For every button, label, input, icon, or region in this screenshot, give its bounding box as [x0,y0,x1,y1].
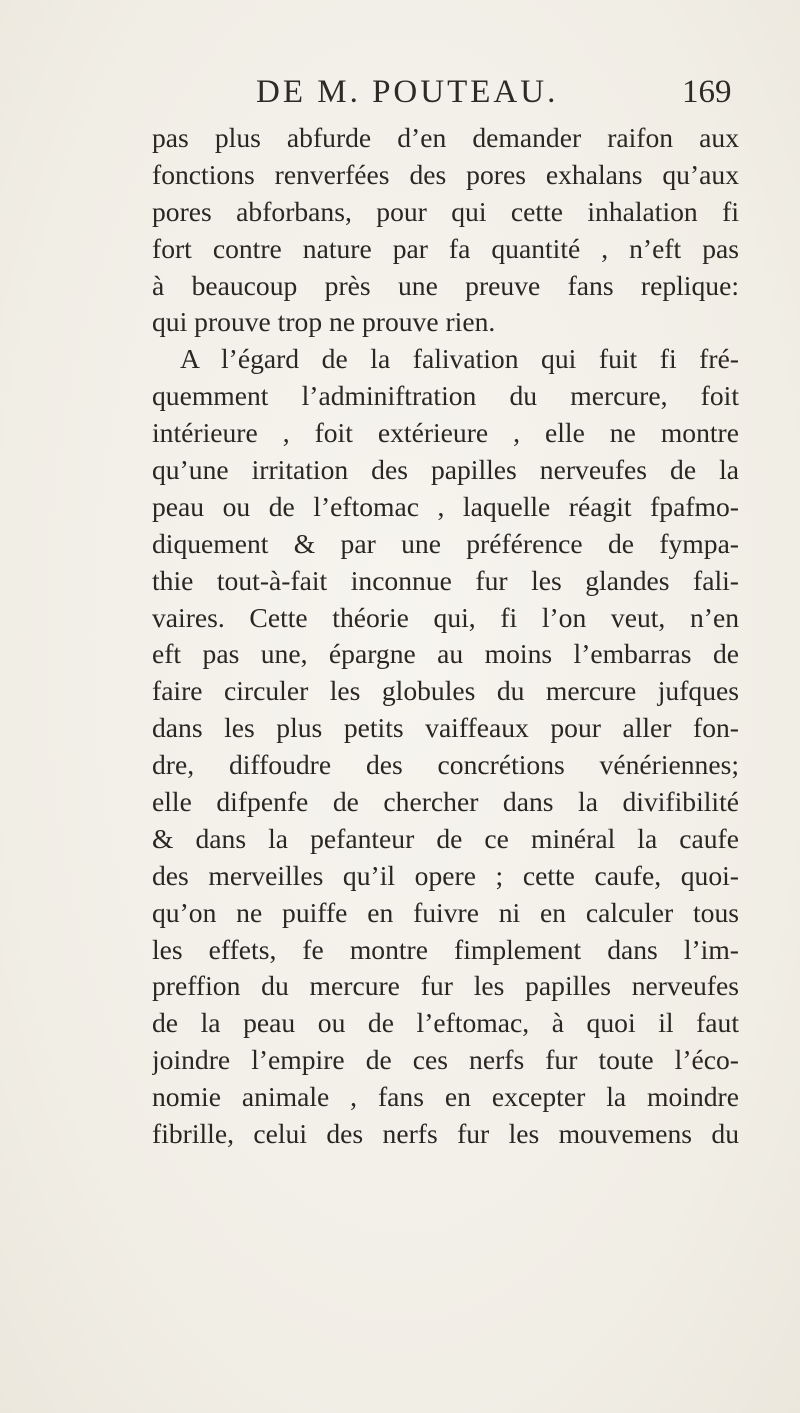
text-line: preffion du mercure fur les papilles nerveufes [152,970,739,1002]
text-line: qui prouve trop ne prouve rien. [152,306,496,338]
text-line: dre, diffoudre des concrétions vénériennes; [152,749,739,781]
running-head [0,74,800,114]
page-number: 169 [682,74,732,110]
text-line: peau ou de l’eftomac , laquelle réagit fpafmo- [152,490,739,522]
text-line: elle difpenfe de chercher dans la divifibilité [152,786,739,818]
text-line: fibrille, celui des nerfs fur les mouvemens du [152,1118,739,1150]
text-line: pas plus abfurde d’en demander raifon aux [152,122,739,153]
text-line: nomie animale , fans en excepter la moindre [152,1081,739,1113]
text-line: qu’une irritation des papilles nerveufes de la [152,454,739,486]
text-line: joindre l’empire de ces nerfs fur toute l’éco- [152,1044,739,1076]
running-title: DE M. POUTEAU. [256,74,559,110]
text-line: & dans la pefanteur de ce minéral la caufe [152,822,739,854]
text-line: vaires. Cette théorie qui, fi l’on veut, n’en [152,601,739,633]
text-line: quemment l’adminiftration du mercure, foit [152,380,739,412]
text-line: thie tout-à-fait inconnue fur les glandes fali- [152,564,739,596]
text-line: de la peau ou de l’eftomac, à quoi il faut [152,1007,739,1039]
text-line: fonctions renverfées des pores exhalans qu’aux [152,158,739,190]
text-line: qu’on ne puiffe en fuivre ni en calculer tous [152,896,739,928]
text-line: A l’égard de la falivation qui fuit fi fré- [180,343,739,375]
text-line: diquement & par une préférence de fympa- [152,527,739,559]
text-line: à beaucoup près une preuve fans replique: [152,269,739,301]
text-line: les effets, fe montre fimplement dans l’im- [152,933,739,965]
text-line: des merveilles qu’il opere ; cette caufe, quoi- [152,859,739,891]
text-line: fort contre nature par fa quantité , n’eft pas [152,232,739,264]
text-line: dans les plus petits vaiffeaux pour aller fon- [152,712,739,744]
body-text [152,120,739,1153]
text-line: eft pas une, épargne au moins l’embarras de [152,638,739,670]
text-line: faire circuler les globules du mercure jufques [152,675,739,707]
text-line: pores abforbans, pour qui cette inhalation fi [152,195,739,227]
text-line: intérieure , foit extérieure , elle ne montre [152,417,739,449]
